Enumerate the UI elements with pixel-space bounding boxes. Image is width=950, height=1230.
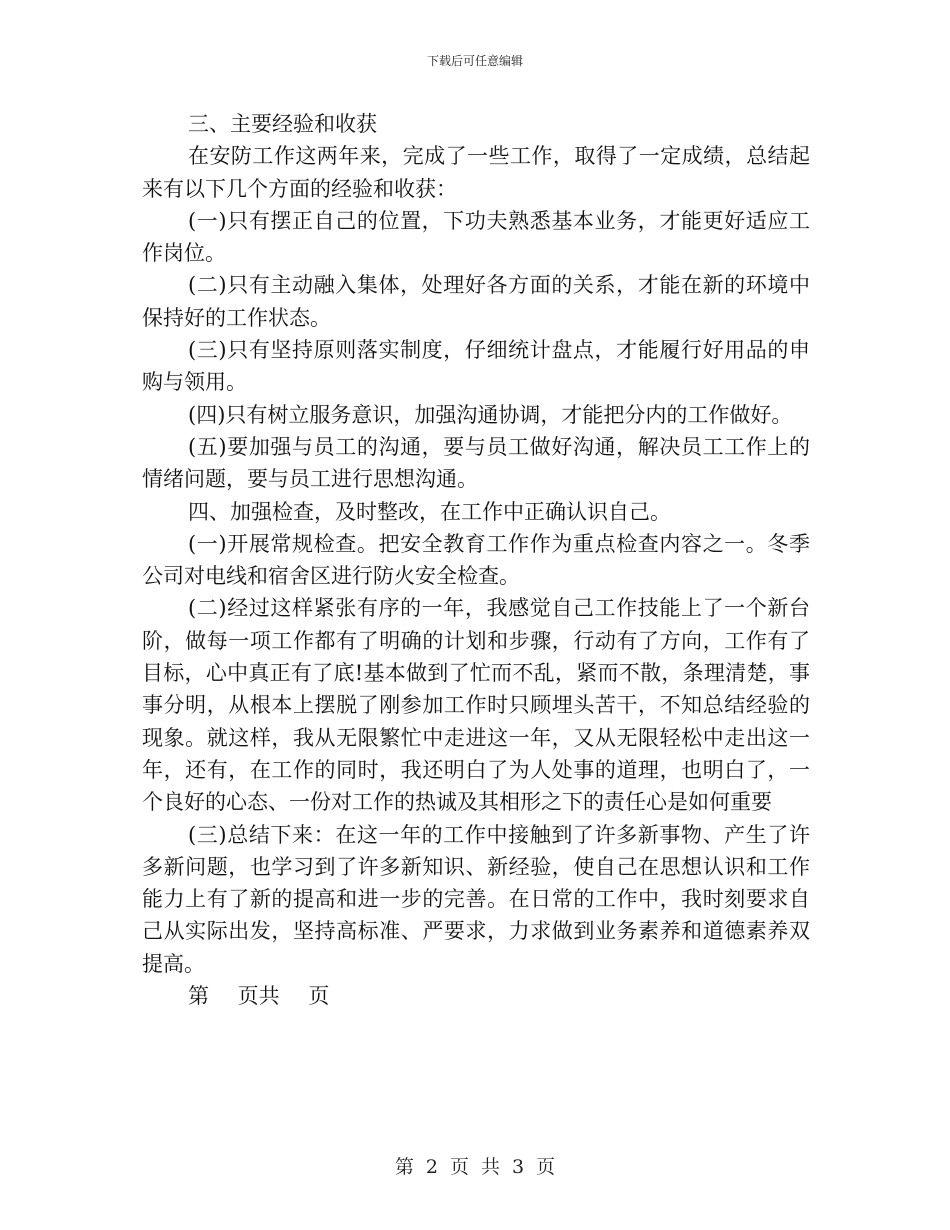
document-body [142, 108, 810, 1012]
paragraph: 在安防工作这两年来，完成了一些工作，取得了一定成绩，总结起来有以下几个方面的经验和收获： [142, 144, 810, 201]
list-item: (五)要加强与员工的沟通，要与员工做好沟通，解决员工工作上的情绪问题，要与员工进行思想沟通。 [142, 434, 810, 492]
list-item: (三)总结下来：在这一年的工作中接触到了许多新事物、产生了许多新问题，也学习到了许多新知识、新经验，使自己在思想认识和工作能力上有了新的提高和进一步的完善。在日常的工作中，我时刻要求自己从实际出发，坚持高标准、严要求，力求做到业务素养和道德素养双提高。 [142, 822, 810, 976]
section-heading-inspection: 四、加强检查，及时整改，在工作中正确认识自己。 [188, 499, 671, 524]
list-item: (四)只有树立服务意识，加强沟通协调，才能把分内的工作做好。 [188, 402, 793, 427]
list-item: (一)开展常规检查。把安全教育工作作为重点检查内容之一。冬季公司对电线和宿舍区进行防火安全检查。 [142, 531, 810, 589]
list-item: (二)经过这样紧张有序的一年，我感觉自己工作技能上了一个新台阶，做每一项工作都有了明确的计划和步骤，行动有了方向，工作有了目标，心中真正有了底!基本做到了忙而不乱，紧而不散，条理清楚，事事分明，从根本上摆脱了刚参加工作时只顾埋头苦干，不知总结经验的现象。就这样，我从无限繁忙中走进这一年，又从无限轻松中走出这一年，还有，在工作的同时，我还明白了为人处事的道理，也明白了，一个良好的心态、一份对工作的热诚及其相形之下的责任心是如何重要 [142, 596, 810, 815]
list-item: (一)只有摆正自己的位置，下功夫熟悉基本业务，才能更好适应工作岗位。 [142, 208, 810, 266]
list-item: (三)只有坚持原则落实制度，仔细统计盘点，才能履行好用品的申购与领用。 [142, 338, 810, 395]
inline-page-marker: 第 页共 页 [188, 984, 330, 1009]
section-heading-experience: 三、主要经验和收获 [188, 112, 377, 136]
page-header: 下载后可任意编辑 [426, 54, 523, 68]
list-item: (二)只有主动融入集体，处理好各方面的关系，才能在新的环境中保持好的工作状态。 [142, 273, 810, 330]
page-footer: 第 2 页 共 3 页 [394, 1156, 556, 1178]
